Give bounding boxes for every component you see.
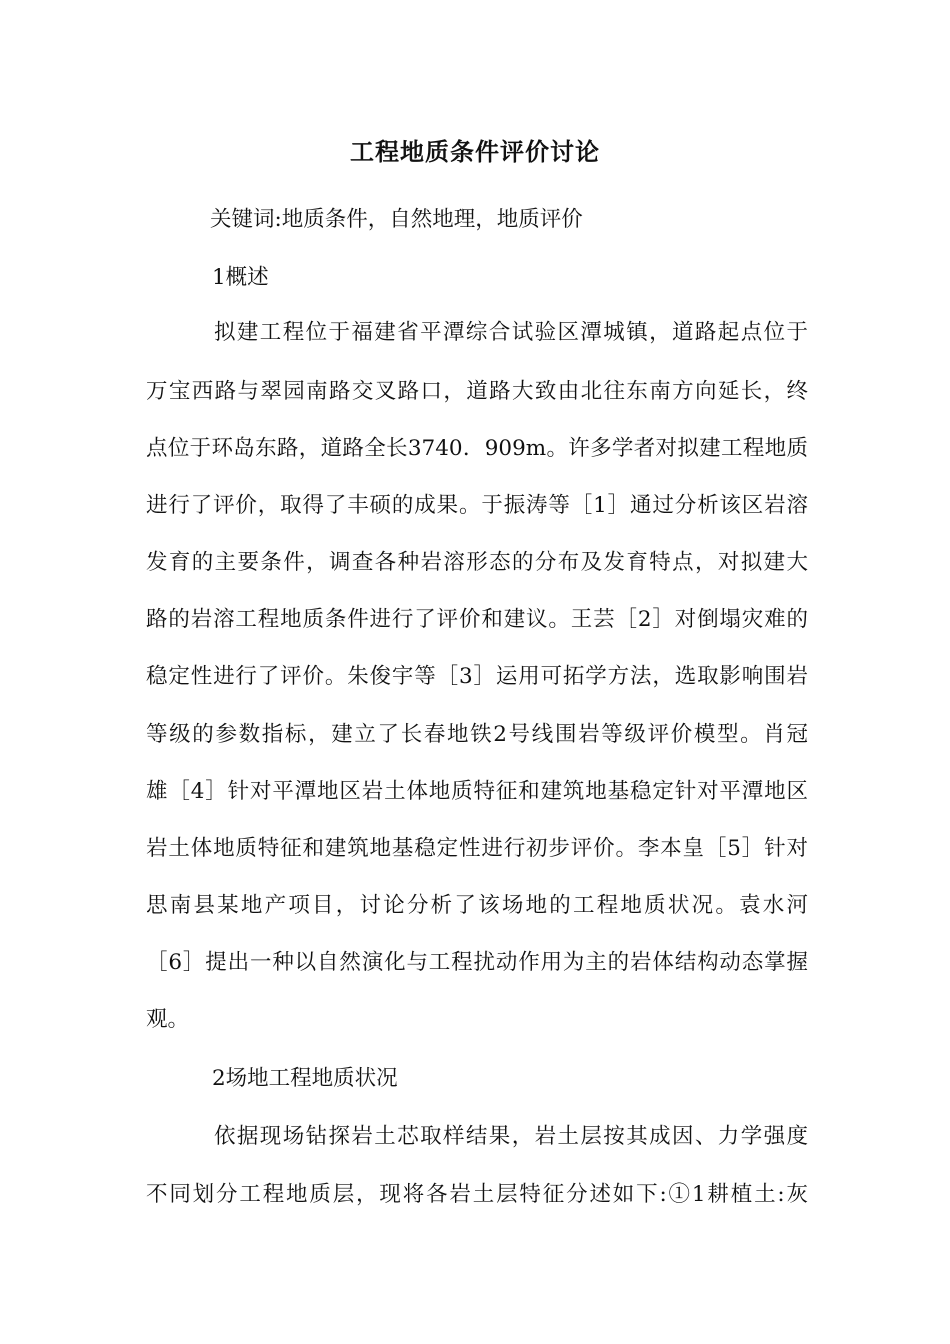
paragraph-line: 思南县某地产项目，讨论分析了该场地的工程地质状况。袁水河 [146,893,808,918]
paragraph-line: 等级的参数指标，建立了长春地铁2号线围岩等级评价模型。肖冠 [146,722,808,747]
paragraph-line: 雄［4］针对平潭地区岩土体地质特征和建筑地基稳定针对平潭地区 [146,779,808,804]
section-2-heading: 2场地工程地质状况 [212,1066,398,1091]
paragraph-line: 不同划分工程地质层，现将各岩土层特征分述如下:①1耕植土:灰 [146,1182,808,1207]
paragraph-line: 发育的主要条件，调查各种岩溶形态的分布及发育特点，对拟建大 [146,550,808,575]
keywords-line: 关键词:地质条件，自然地理，地质评价 [210,207,583,232]
paragraph-line: 依据现场钻探岩土芯取样结果，岩土层按其成因、力学强度 [214,1124,808,1149]
paragraph-line: ［6］提出一种以自然演化与工程扰动作用为主的岩体结构动态掌握 [146,950,808,975]
paragraph-line: 点位于环岛东路，道路全长3740．909m。许多学者对拟建工程地质 [146,436,808,461]
section-1-heading: 1概述 [212,265,269,290]
paragraph-line: 拟建工程位于福建省平潭综合试验区潭城镇，道路起点位于 [214,320,808,345]
paragraph-line: 万宝西路与翠园南路交叉路口，道路大致由北往东南方向延长，终 [146,379,808,404]
paragraph-line: 路的岩溶工程地质条件进行了评价和建议。王芸［2］对倒塌灾难的 [146,607,808,632]
paragraph-line: 进行了评价，取得了丰硕的成果。于振涛等［1］通过分析该区岩溶 [146,493,808,518]
paragraph-line: 稳定性进行了评价。朱俊宇等［3］运用可拓学方法，选取影响围岩 [146,664,808,689]
paragraph-line: 岩土体地质特征和建筑地基稳定性进行初步评价。李本皇［5］针对 [146,836,808,861]
paragraph-line: 观。 [146,1007,190,1032]
document-title: 工程地质条件评价讨论 [350,137,600,166]
